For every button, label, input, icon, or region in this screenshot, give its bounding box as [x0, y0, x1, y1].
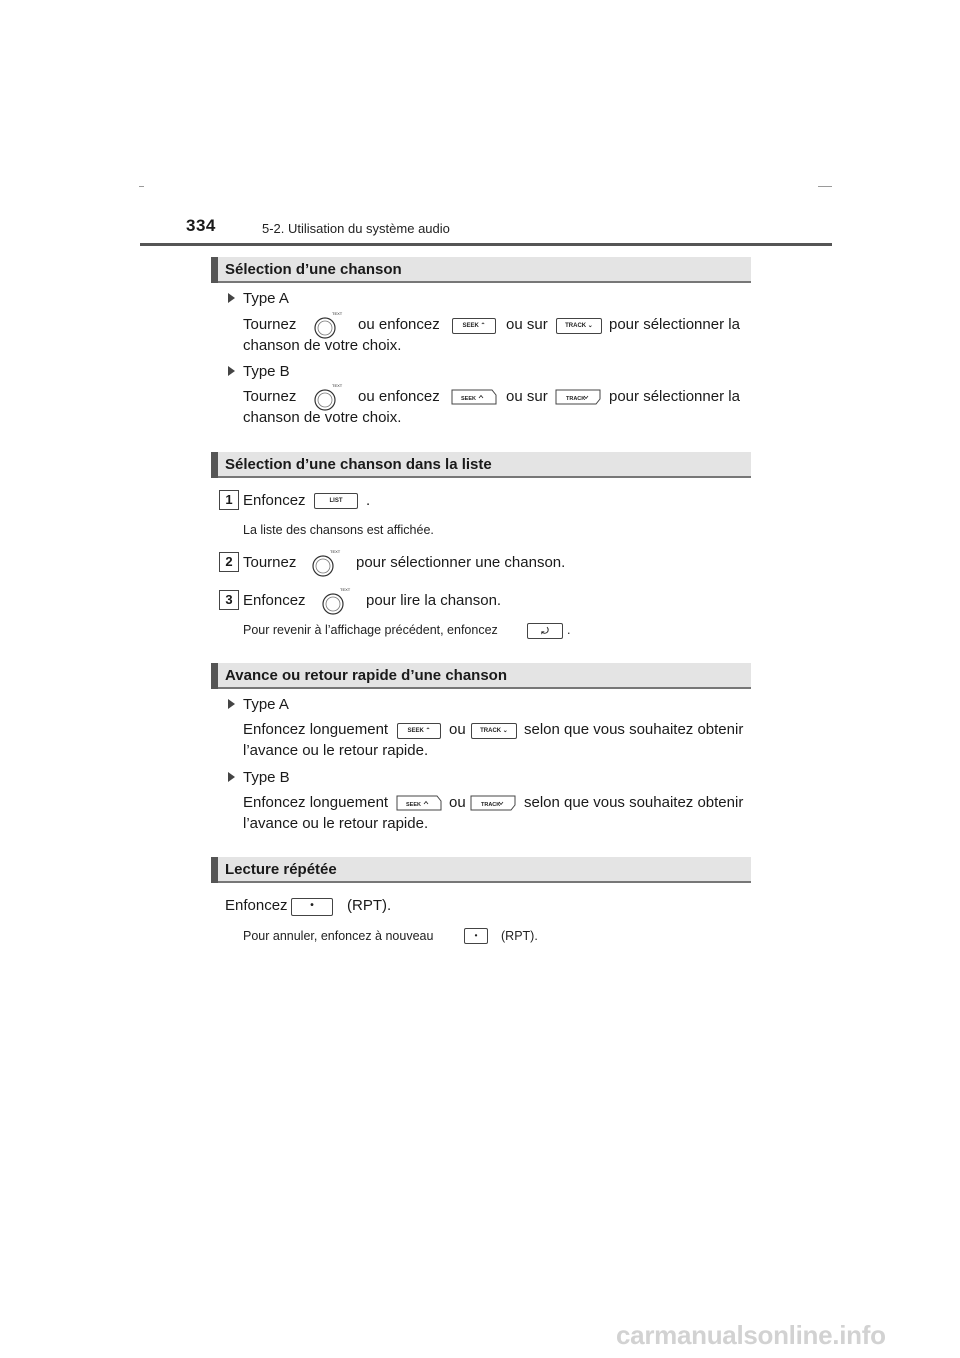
section-title: Lecture répétée: [225, 861, 337, 878]
section-bar: [211, 452, 218, 478]
instruction-text: ou: [449, 794, 466, 811]
knob-label: TEXT: [332, 311, 343, 316]
track-button-icon: [555, 389, 601, 405]
track-button-label: TRACK: [481, 802, 501, 808]
section-heading: [211, 257, 751, 283]
type-a-label: Type A: [243, 290, 289, 307]
section-bar: [211, 663, 218, 689]
rpt-button-icon: •: [464, 928, 488, 944]
step-text: pour lire la chanson.: [366, 592, 502, 609]
seek-button-icon: SEEK ⌃: [452, 318, 496, 334]
type-b-label: Type B: [243, 769, 290, 786]
instruction-text: pour sélectionner la: [609, 316, 740, 333]
instruction-text: chanson de votre choix.: [243, 409, 402, 426]
watermark: carmanualsonline.info: [616, 1320, 886, 1350]
seek-button-icon: SEEK ⌃: [397, 723, 441, 739]
step-text: Tournez: [243, 554, 297, 571]
seek-button-label: SEEK: [461, 396, 476, 402]
track-button-icon: TRACK ⌄: [556, 318, 602, 334]
instruction-text: ou enfoncez: [358, 388, 440, 405]
list-button-label: LIST: [329, 498, 343, 504]
bullet-triangle: [228, 699, 235, 709]
instruction-text: pour sélectionner la: [609, 388, 740, 405]
type-a-label: Type A: [243, 696, 289, 713]
step-text: pour sélectionner une chanson.: [356, 554, 566, 571]
back-button-icon: ⤾: [527, 623, 563, 639]
step-number: 2: [219, 552, 239, 572]
step-number: 3: [219, 590, 239, 610]
instruction-text: chanson de votre choix.: [243, 337, 402, 354]
step-text: .: [366, 492, 371, 509]
step-text: Enfoncez: [243, 492, 306, 509]
step-text: Enfoncez: [243, 592, 306, 609]
instruction-text: l’avance ou le retour rapide.: [243, 815, 429, 832]
section-heading: [211, 857, 751, 883]
instruction-text: ou: [449, 721, 466, 738]
bullet-triangle: [228, 366, 235, 376]
header-title: 5-2. Utilisation du système audio: [262, 221, 450, 236]
seek-button-label: SEEK: [406, 802, 421, 808]
instruction-text: Tournez: [243, 316, 297, 333]
header-rule: [140, 243, 832, 246]
seek-button-icon: [396, 795, 442, 811]
track-button-label: TRACK: [480, 728, 502, 734]
instruction-text: selon que vous souhaitez obtenir: [524, 721, 744, 738]
section-heading: [211, 663, 751, 689]
crop-mark-right: [818, 186, 832, 187]
section-heading: [211, 452, 751, 478]
seek-button-label: SEEK: [462, 323, 479, 329]
instruction-text: l’avance ou le retour rapide.: [243, 742, 429, 759]
step-note: .: [567, 623, 571, 637]
knob-label: TEXT: [340, 587, 351, 592]
knob-label: TEXT: [330, 549, 341, 554]
type-b-label: Type B: [243, 363, 290, 380]
list-button-icon: [314, 493, 358, 509]
section-title: Avance ou retour rapide d’une chanson: [225, 667, 507, 684]
instruction-text: ou enfoncez: [358, 316, 440, 333]
track-button-label: TRACK: [565, 323, 587, 329]
knob-label: TEXT: [332, 383, 343, 388]
seek-button-label: SEEK: [407, 728, 424, 734]
step-note: (RPT).: [501, 929, 538, 943]
track-button-label: TRACK: [566, 396, 586, 402]
step-note: Pour revenir à l’affichage précédent, enfoncez: [243, 623, 498, 637]
crop-mark-left: [139, 186, 144, 187]
step-number: 1: [219, 490, 239, 510]
instruction-text: Enfoncez longuement: [243, 721, 389, 738]
rpt-button-icon: •: [291, 898, 333, 916]
seek-button-icon: [451, 389, 497, 405]
instruction-text: Enfoncez: [225, 897, 288, 914]
section-bar: [211, 857, 218, 883]
instruction-text: (RPT).: [347, 897, 392, 914]
track-button-icon: TRACK ⌄: [471, 723, 517, 739]
instruction-text: ou sur: [506, 316, 548, 333]
page-number: 334: [186, 216, 216, 235]
step-note: La liste des chansons est affichée.: [243, 523, 434, 537]
instruction-text: Tournez: [243, 388, 297, 405]
track-button-icon: [470, 795, 516, 811]
bullet-triangle: [228, 772, 235, 782]
instruction-text: Enfoncez longuement: [243, 794, 389, 811]
bullet-triangle: [228, 293, 235, 303]
instruction-text: selon que vous souhaitez obtenir: [524, 794, 744, 811]
step-note: Pour annuler, enfoncez à nouveau: [243, 929, 434, 943]
section-title: Sélection d’une chanson: [225, 261, 402, 278]
instruction-text: ou sur: [506, 388, 548, 405]
section-bar: [211, 257, 218, 283]
section-title: Sélection d’une chanson dans la liste: [225, 456, 492, 473]
